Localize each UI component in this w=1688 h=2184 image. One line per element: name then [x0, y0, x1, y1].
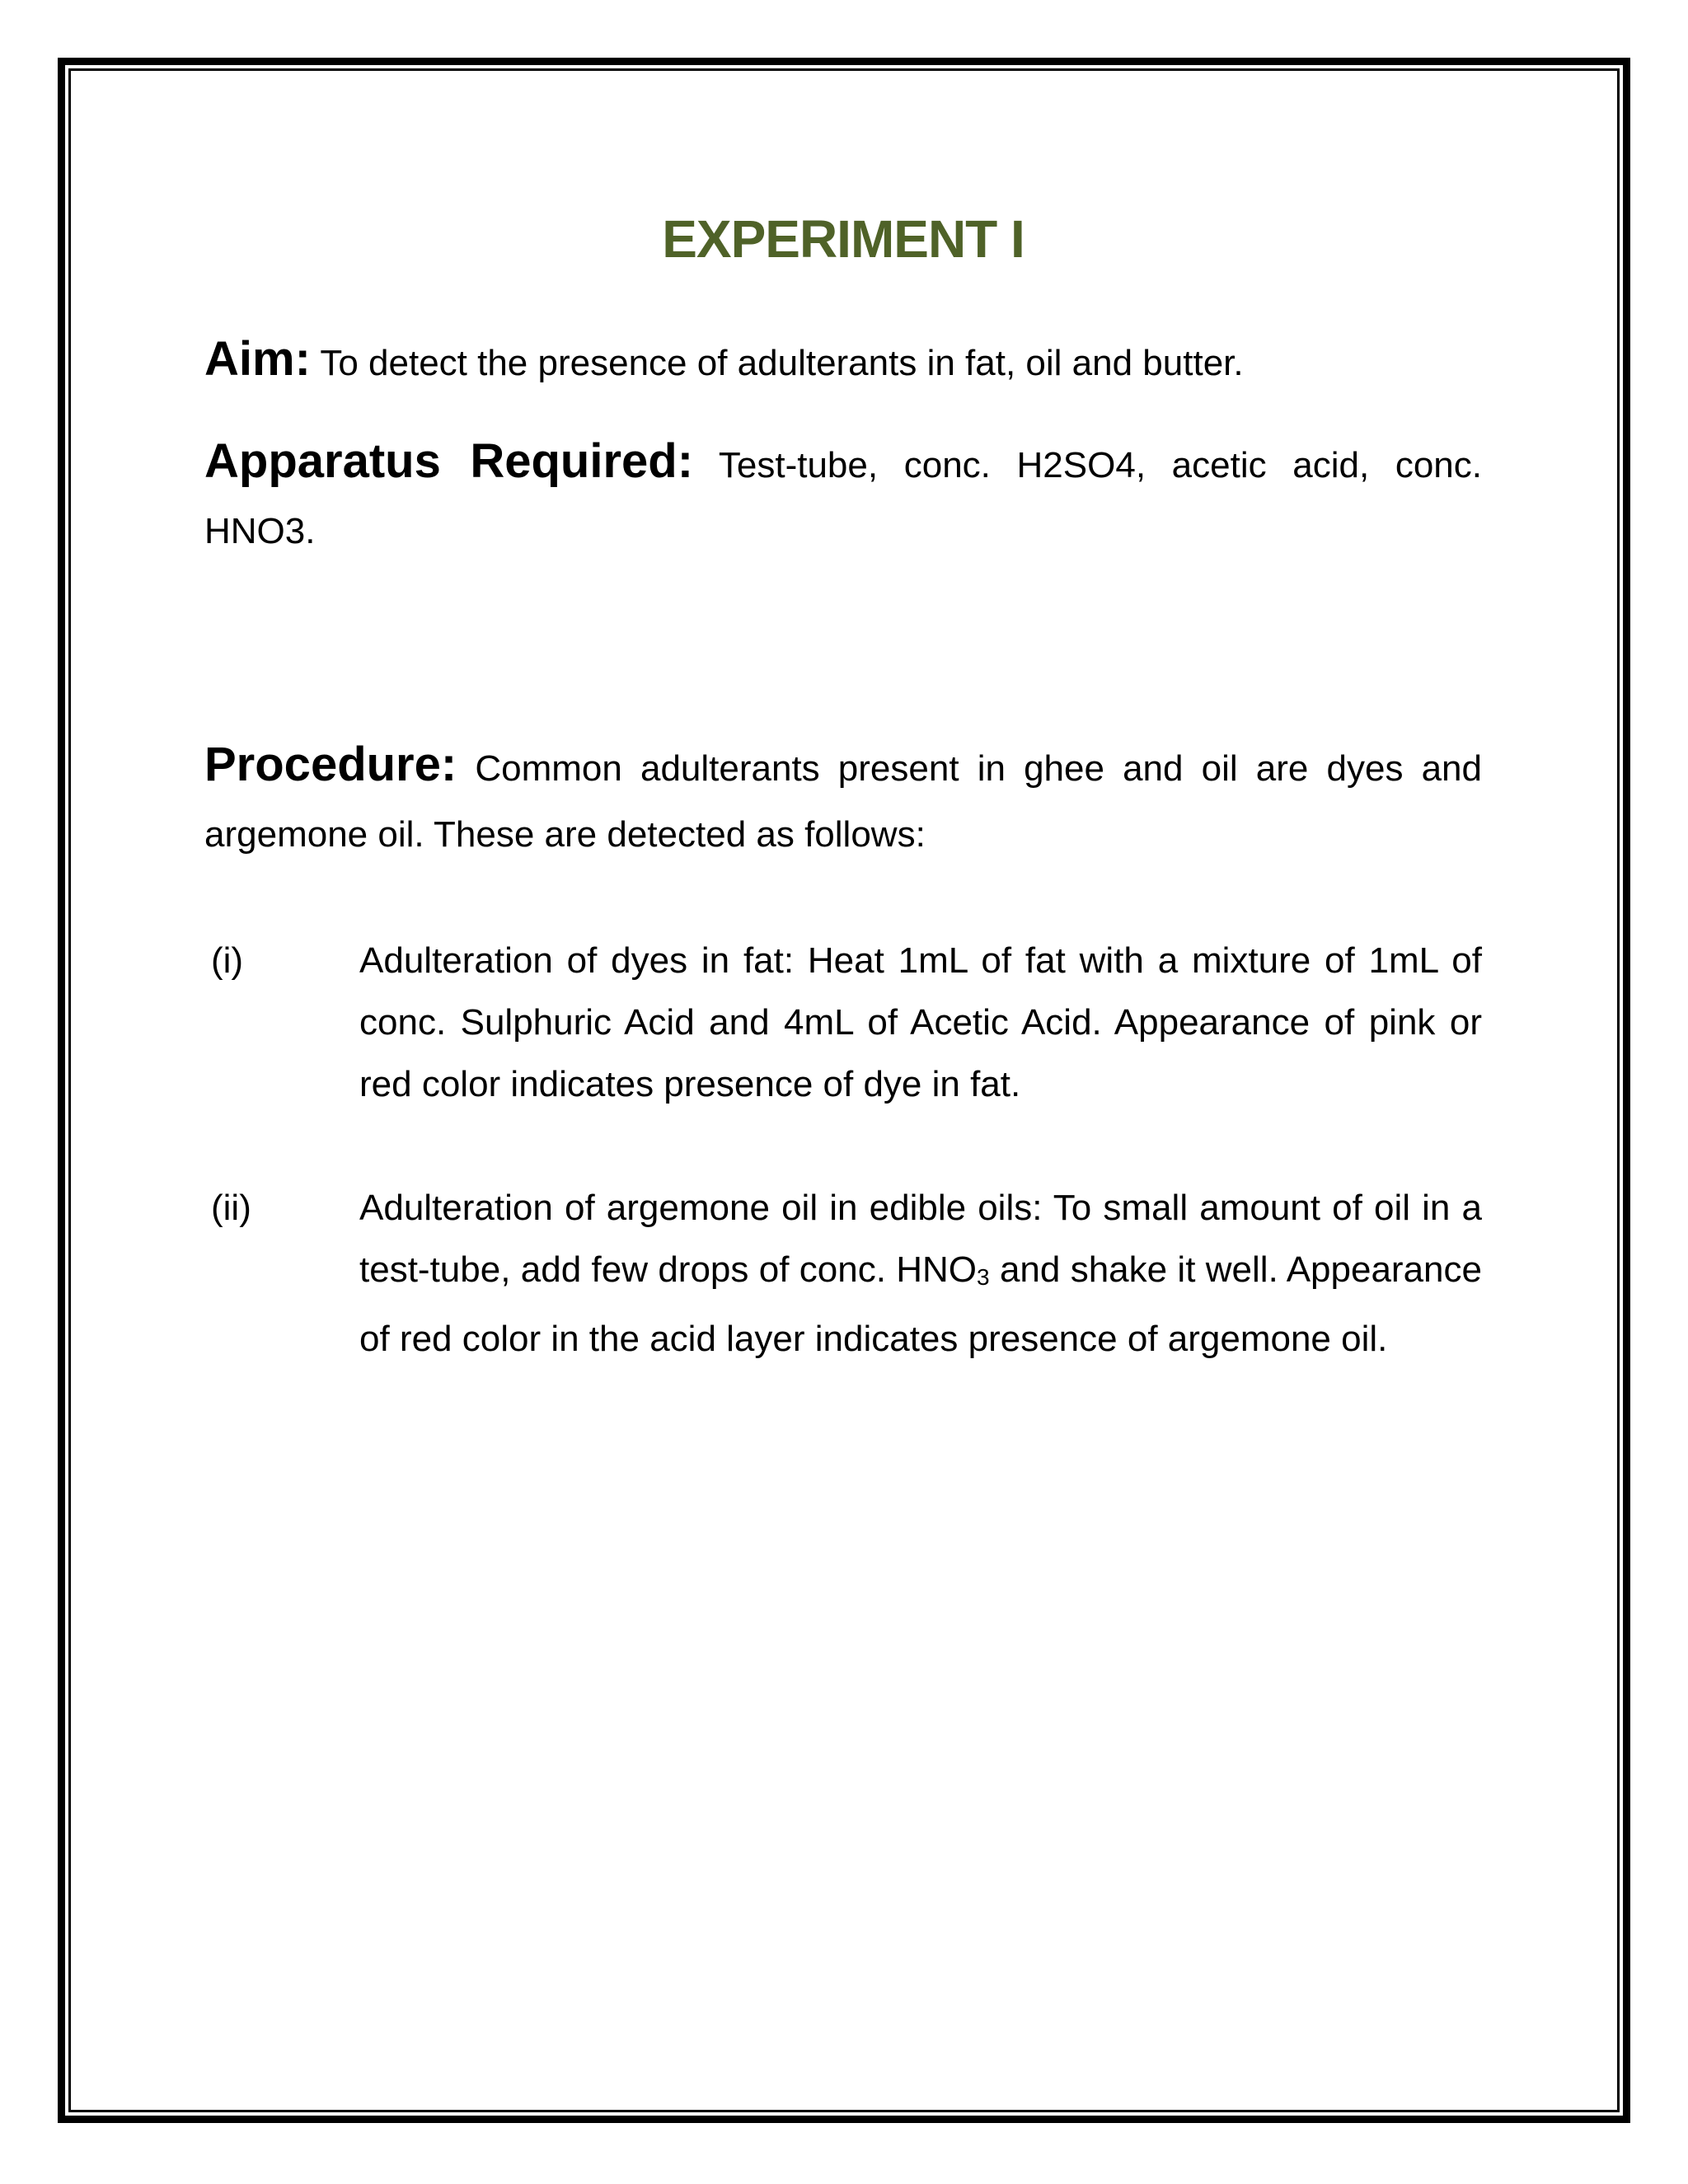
document-title: EXPERIMENT I [662, 209, 1025, 269]
procedure-item-text-part: Adulteration of argemone oil in edible oils: To small amount of oil in a test-tube, add few drops of conc. HNO [359, 1188, 1482, 1290]
aim-text: To detect the presence of adulterants in fat, oil and butter. [320, 343, 1244, 383]
aim-heading: Aim: [204, 332, 311, 386]
procedure-text: Common adulterants present in ghee and oil are dyes and argemone oil. These are detected as follows: [204, 748, 1482, 855]
list-marker: (i) [211, 940, 244, 981]
apparatus-heading: Apparatus Required: [204, 434, 694, 488]
procedure-heading: Procedure: [204, 738, 457, 791]
apparatus-section [204, 429, 1482, 565]
procedure-item-text: Adulteration of dyes in fat: Heat 1mL of fat with a mixture of 1mL of conc. Sulphuric Acid and 4mL of Acetic Acid. Appearance of pink or red color indicates presence of dye in fat. [359, 940, 1482, 1104]
procedure-item-text-part: and shake it well. Appearance of red color in the acid layer indicates presence of argemone oil. [359, 1249, 1482, 1359]
apparatus-text: Test-tube, conc. H2SO4, acetic acid, conc. HNO3. [204, 445, 1482, 551]
subscript-number: 3 [977, 1264, 990, 1290]
procedure-section [204, 732, 1482, 868]
list-marker: (ii) [211, 1188, 251, 1228]
aim-section [204, 326, 1482, 396]
procedure-item-text [359, 1177, 1482, 1370]
